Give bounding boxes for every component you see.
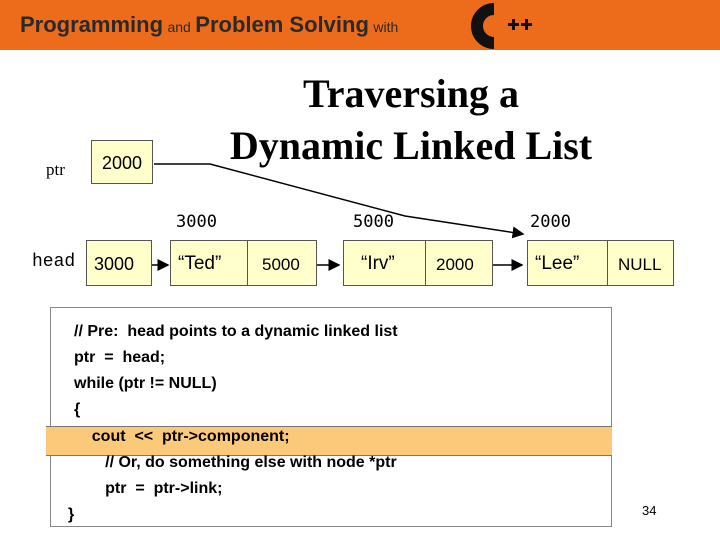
node-1-link: 5000 [262,255,300,274]
title-line-2: Dynamic Linked List [229,123,593,168]
node-2-link-cell [425,240,493,286]
code-line-8: } [68,506,75,523]
code-line-1: // Pre: head points to a dynamic linked list [74,323,398,340]
code-line-4: { [74,401,81,418]
node-2-address: 5000 [353,212,394,232]
head-label: head [32,252,76,272]
banner-word-programming: Programming [20,12,164,37]
node-3-address: 2000 [530,212,571,232]
code-line-2: ptr = head; [74,349,166,366]
node-2-component: “Irv” [361,253,395,274]
ptr-box [91,140,153,184]
node-3-component-cell [527,240,608,286]
title-line-1: Traversing a [303,71,519,116]
head-box [86,240,152,286]
head-value: 3000 [94,254,135,274]
code-line-7: ptr = ptr->link; [74,480,223,497]
node-1-address: 3000 [176,212,217,232]
node-3-link-cell [607,240,674,286]
ptr-value: 2000 [102,153,143,173]
node-3-component: “Lee” [535,253,580,274]
node-1-component-cell [170,240,248,286]
node-1-component: “Ted” [178,253,222,274]
node-1-link-cell [247,240,317,286]
code-line-6: // Or, do something else with node *ptr [74,454,397,471]
node-3-link: NULL [618,255,662,274]
ptr-label: ptr [46,160,65,179]
code-line-5: cout << ptr->component; [74,428,290,445]
page-number: 34 [642,503,657,518]
node-2-link: 2000 [436,255,474,274]
banner-words-problem-solving: Problem Solving [195,12,369,37]
banner-word-and: and [167,19,191,35]
code-line-3: while (ptr != NULL) [74,375,217,392]
node-2-component-cell [343,240,426,286]
banner-word-with: with [373,19,399,35]
